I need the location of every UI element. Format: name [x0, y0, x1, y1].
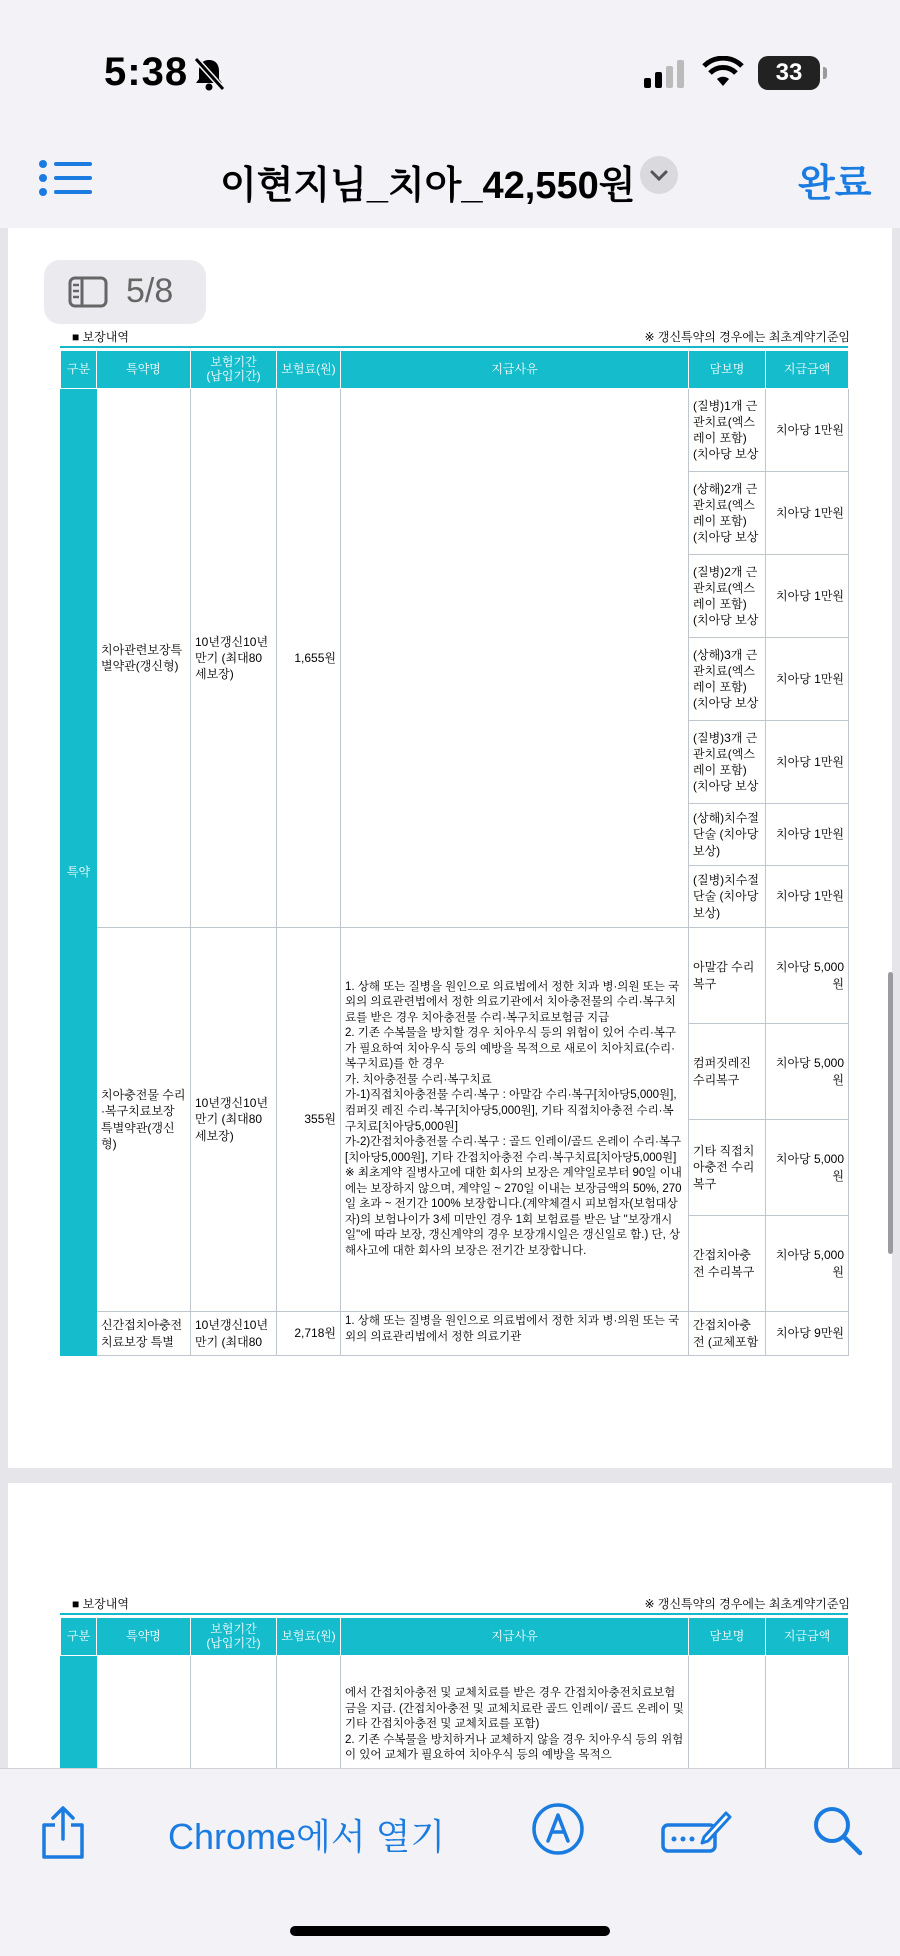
table-row	[61, 1312, 849, 1356]
col-header: 구분	[61, 1618, 97, 1656]
battery-indicator	[758, 56, 820, 90]
table-row	[61, 389, 849, 472]
sidebar-icon	[68, 276, 108, 308]
col-header: 담보명	[689, 1618, 766, 1656]
coverage-amount: 치아당 5,000원	[766, 1216, 849, 1312]
markup-icon[interactable]	[530, 1801, 586, 1857]
scrollbar[interactable]	[888, 972, 893, 1254]
rider-name: 치아충전물 수리·복구치료보장 특별약관(갱신형)	[97, 928, 191, 1312]
payment-reason: 에서 간접치아충전 및 교체치료를 받은 경우 간접치아충전치료보험금을 지급. (간접치아충전 및 교체치료란 골드 인레이/ 골드 온레이 및 기타 간접치아충전 및 교체치료를 포함) 2. 기존 수복물을 방치하거나 교체하지 않을 경우 치아우식 등의 위험이 있어 교체가 필요하여 치아우식 등의 예방을 목적으	[341, 1656, 689, 1769]
status-time: 5:38	[104, 50, 189, 94]
document-viewer[interactable]	[0, 228, 900, 1768]
payment-reason: 1. 상해 또는 질병을 원인으로 의료법에서 정한 치과 병·의원 또는 국외의 의료관리법에서 정한 의료기관	[341, 1312, 689, 1356]
coverage-amount: 치아당 1만원	[766, 866, 849, 928]
coverage-amount: 치아당 1만원	[766, 804, 849, 866]
title-menu-button[interactable]	[640, 156, 678, 194]
table-note: ※ 갱신특약의 경우에는 최초계약기준임	[644, 330, 850, 344]
col-header: 특약명	[97, 351, 191, 389]
rider-period	[191, 1656, 277, 1769]
search-icon[interactable]	[810, 1803, 864, 1857]
coverage-amount: 치아당 1만원	[766, 638, 849, 721]
coverage-amount: 치아당 5,000원	[766, 1024, 849, 1120]
coverage-amount: 치아당 1만원	[766, 472, 849, 555]
col-header: 담보명	[689, 351, 766, 389]
coverage-amount: 치아당 9만원	[766, 1312, 849, 1356]
coverage-table	[60, 1617, 849, 1768]
col-header: 특약명	[97, 1618, 191, 1656]
page-indicator	[44, 260, 206, 324]
coverage-amount: 치아당 1만원	[766, 721, 849, 804]
table-caption: ■ 보장내역	[72, 1597, 129, 1611]
chevron-down-icon	[640, 156, 678, 194]
open-in-chrome-button[interactable]: Chrome에서 열기	[168, 1816, 446, 1857]
coverage-name: (질병)1개 근관치료(엑스레이 포함) (치아당 보상	[689, 389, 766, 472]
pdf-page	[8, 228, 892, 1468]
col-header: 지급사유	[341, 1618, 689, 1656]
battery-level: 33	[775, 59, 803, 86]
col-header: 보험료(원)	[277, 1618, 341, 1656]
rider-name: 신간접치아충전치료보장 특별	[97, 1312, 191, 1356]
coverage-name: (질병)치수절단술 (치아당 보상)	[689, 866, 766, 928]
nav-bar	[0, 140, 900, 230]
done-button[interactable]: 완료	[798, 163, 872, 205]
coverage-name: (질병)2개 근관치료(엑스레이 포함) (치아당 보상	[689, 555, 766, 638]
signature-icon[interactable]	[660, 1809, 732, 1855]
coverage-name: (상해)치수절단술 (치아당 보상)	[689, 804, 766, 866]
coverage-name: 간접치아충전 수리복구	[689, 1216, 766, 1312]
rider-period: 10년갱신10년만기 (최대80	[191, 1312, 277, 1356]
coverage-name	[689, 1656, 766, 1769]
rider-name	[97, 1656, 191, 1769]
coverage-name: (상해)2개 근관치료(엑스레이 포함) (치아당 보상	[689, 472, 766, 555]
table-header-row	[61, 351, 849, 389]
rider-premium: 355원	[277, 928, 341, 1312]
coverage-amount: 치아당 5,000원	[766, 1120, 849, 1216]
coverage-amount: 치아당 1만원	[766, 555, 849, 638]
col-header: 보험기간 (납입기간)	[191, 1618, 277, 1656]
col-header: 보험료(원)	[277, 351, 341, 389]
battery-nub	[823, 67, 827, 79]
coverage-amount	[766, 1656, 849, 1769]
payment-reason: 1. 상해 또는 질병을 원인으로 의료법에서 정한 치과 병·의원 또는 국외의 의료관련법에서 정한 의료기관에서 치아충전물의 수리·복구치료를 받은 경우 치아충전물 수리·복구치료보험금 지급 2. 기존 수복물을 방치할 경우 치아우식 등의 위험이 있어 수리·복구가 필요하여 치아우식 등의 예방을 목적으로 새로이 치아치료(수리·복구치료)를 한 경우 가. 치아충전물 수리·복구치료 가-1)직접치아충전물 수리·복구 : 아말감 수리·복구[치아당5,000원], 컴퍼짓 레진 수리·복구[치아당5,000원], 기타 직접치아충전 수리·복구치료[치아당5,000원] 가-2)간접치아충전물 수리·복구 : 골드 인레이/골드 온레이 수리·복구[치아당5,000원], 기타 간접치아충전 수리·복구치료[치아당5,000원] ※ 최초계약 질병사고에 대한 회사의 보장은 계약일로부터 90일 이내에는 보장하지 않으며, 계약일 ~ 270일 이내는 보장금액의 50%, 270일 초과 ~ 전기간 100% 보장합니다.(계약체결시 피보험자(보험대상자)의 보험나이가 3세 미만인 경우 1회 보험료를 받은 날 "보장개시일"에 따라 보장, 갱신계약의 경우 보장개시일은 갱신일로 함.) 단, 상해사고에 대한 회사의 보장은 전기간 보장합니다.	[341, 928, 689, 1312]
category-cell: 특약	[61, 389, 97, 1356]
table-top-rule	[60, 1613, 848, 1615]
coverage-name: 아말감 수리복구	[689, 928, 766, 1024]
coverage-name: 기타 직접치아충전 수리복구	[689, 1120, 766, 1216]
document-title[interactable]: 이현지님_치아_42,550원	[220, 165, 636, 207]
coverage-amount: 치아당 1만원	[766, 389, 849, 472]
home-indicator	[290, 1926, 610, 1936]
bell-muted-icon	[192, 56, 226, 92]
coverage-amount: 치아당 5,000원	[766, 928, 849, 1024]
wifi-icon	[702, 56, 744, 88]
status-bar	[0, 0, 900, 140]
category-cell	[61, 1656, 97, 1769]
table-top-rule	[60, 346, 848, 348]
rider-premium: 1,655원	[277, 389, 341, 928]
rider-period: 10년갱신10년만기 (최대80세보장)	[191, 389, 277, 928]
col-header: 지급금액	[766, 1618, 849, 1656]
cellular-signal-icon	[644, 60, 688, 88]
coverage-name: (질병)3개 근관치료(엑스레이 포함) (치아당 보상	[689, 721, 766, 804]
pdf-page	[8, 1483, 892, 1768]
rider-premium	[277, 1656, 341, 1769]
coverage-name: 간접치아충전 (교체포함	[689, 1312, 766, 1356]
col-header: 지급사유	[341, 351, 689, 389]
table-row	[61, 1656, 849, 1769]
list-icon[interactable]	[38, 156, 94, 200]
page-number: 5/8	[126, 272, 174, 310]
table-row	[61, 928, 849, 1024]
rider-period: 10년갱신10년만기 (최대80세보장)	[191, 928, 277, 1312]
table-note: ※ 갱신특약의 경우에는 최초계약기준임	[644, 1597, 850, 1611]
share-icon[interactable]	[40, 1805, 86, 1861]
coverage-name: (상해)3개 근관치료(엑스레이 포함) (치아당 보상	[689, 638, 766, 721]
rider-premium: 2,718원	[277, 1312, 341, 1356]
col-header: 보험기간 (납입기간)	[191, 351, 277, 389]
coverage-table	[60, 350, 849, 1356]
col-header: 지급금액	[766, 351, 849, 389]
payment-reason	[341, 389, 689, 928]
table-header-row	[61, 1618, 849, 1656]
col-header: 구분	[61, 351, 97, 389]
table-caption: ■ 보장내역	[72, 330, 129, 344]
rider-name: 치아관련보장특별약관(갱신형)	[97, 389, 191, 928]
coverage-name: 컴퍼짓레진 수리복구	[689, 1024, 766, 1120]
